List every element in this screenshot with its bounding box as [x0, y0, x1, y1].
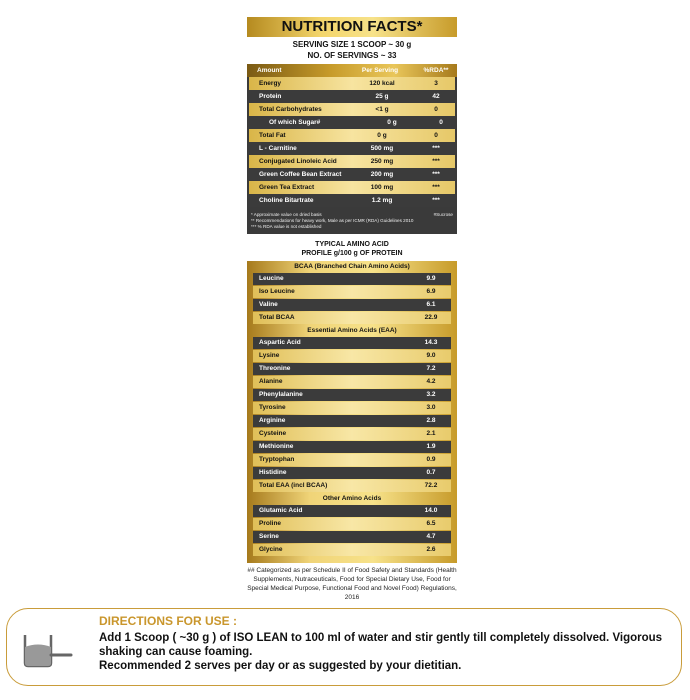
nutrition-table-header: [247, 64, 457, 77]
amino-row: [253, 415, 451, 427]
amino-name: Valine: [259, 301, 278, 308]
amino-name: Cysteine: [259, 430, 287, 437]
amino-value: 3.2: [426, 391, 436, 398]
amino-row: [253, 402, 451, 414]
amino-value: 0.9: [426, 456, 436, 463]
nutrient-rda: 42: [432, 93, 440, 100]
amino-value: 22.9: [424, 314, 438, 321]
amino-value: 1.9: [426, 443, 436, 450]
amino-value: 7.2: [426, 365, 436, 372]
amino-name: Serine: [259, 533, 279, 540]
nutrient-per-serving: 100 mg: [370, 184, 394, 191]
nutrient-name: Conjugated Linoleic Acid: [259, 158, 337, 165]
nutrient-name: Total Carbohydrates: [259, 106, 322, 113]
nutrient-rda: ***: [432, 197, 440, 204]
nutrient-name: Total Fat: [259, 132, 286, 139]
bcaa-section-title: BCAA (Branched Chain Amino Acids): [294, 263, 410, 270]
amino-name: Histidine: [259, 469, 287, 476]
amino-row: [253, 441, 451, 453]
amino-row: [253, 544, 451, 556]
amino-name: Tyrosine: [259, 404, 286, 411]
nutrition-row: [249, 194, 455, 207]
amino-value: 6.9: [426, 288, 436, 295]
eaa-section-title: Essential Amino Acids (EAA): [307, 327, 397, 334]
nutrition-row: [249, 142, 455, 155]
nutrient-rda: ***: [432, 171, 440, 178]
directions-line-2: Recommended 2 serves per day or as suggested by your dietitian.: [99, 660, 462, 672]
amino-name: Lysine: [259, 352, 280, 359]
amino-row: [253, 531, 451, 543]
nutrient-rda: 0: [434, 132, 438, 139]
amino-row: [253, 312, 451, 324]
nutrition-footnotes: [247, 209, 457, 233]
nutrient-per-serving: <1 g: [375, 106, 389, 113]
nutrition-row: [249, 181, 455, 194]
nutrient-per-serving: 250 mg: [370, 158, 394, 165]
nutrient-per-serving: 500 mg: [370, 145, 394, 152]
amino-name: Glycine: [259, 546, 283, 553]
header-per-serving: Per Serving: [361, 67, 399, 74]
directions-box: [6, 608, 682, 686]
regulation-note: ## Categorized as per Schedule II of Food Safety and Standards (Health Supplements, Nutraceuticals, Food for Special Dietary Use, Food for Special Medical Purpose, Functional Food and Novel Food) Regulations, 2016: [247, 567, 457, 601]
amino-name: Threonine: [259, 365, 291, 372]
amino-value: 6.1: [426, 301, 436, 308]
amino-name: Total BCAA: [259, 314, 295, 321]
amino-name: Aspartic Acid: [259, 339, 301, 346]
nutrient-rda: 0: [439, 119, 443, 126]
amino-name: Iso Leucine: [259, 288, 295, 295]
nutrition-table: [247, 64, 457, 234]
amino-row: [253, 337, 451, 349]
footnote-rda-na: *** % RDA value is not established: [251, 224, 322, 229]
scoop-icon: [21, 625, 73, 669]
amino-row: [253, 389, 451, 401]
nutrient-per-serving: 0 g: [377, 132, 387, 139]
nutrient-per-serving: 25 g: [375, 93, 389, 100]
nutrient-per-serving: 200 mg: [370, 171, 394, 178]
nutrient-rda: ***: [432, 158, 440, 165]
amino-value: 9.0: [426, 352, 436, 359]
nutrient-per-serving: 1.2 mg: [371, 197, 393, 204]
amino-row: [253, 350, 451, 362]
amino-row: [253, 480, 451, 492]
nutrition-row: [249, 77, 455, 90]
amino-table: [247, 261, 457, 563]
amino-row: [253, 363, 451, 375]
nutrient-rda: 3: [434, 80, 438, 87]
amino-row: [253, 286, 451, 298]
amino-value: 4.7: [426, 533, 436, 540]
amino-name: Methionine: [259, 443, 294, 450]
amino-name: Leucine: [259, 275, 284, 282]
amino-row: [253, 273, 451, 285]
amino-name: Phenylalanine: [259, 391, 303, 398]
amino-title-2: PROFILE g/100 g OF PROTEIN: [301, 250, 403, 257]
nutrition-row: [249, 90, 455, 103]
amino-value: 14.3: [424, 339, 438, 346]
nutrition-row: [249, 103, 455, 116]
amino-name: Arginine: [259, 417, 286, 424]
amino-name: Proline: [259, 520, 282, 527]
directions-line-1: Add 1 Scoop ( ~30 g ) of ISO LEAN to 100 ml of water and stir gently till completely dissolved. Vigorous shaking can cause foaming.: [99, 632, 663, 658]
nutrient-name: L - Carnitine: [259, 145, 297, 152]
footnote-dried-basis: * Approximate value on dried basis: [251, 212, 322, 217]
amino-value: 3.0: [426, 404, 436, 411]
amino-name: Tryptophan: [259, 456, 295, 463]
amino-value: 6.5: [426, 520, 436, 527]
nutrition-panel: [247, 17, 457, 602]
amino-value: 4.2: [426, 378, 436, 385]
nutrient-name: Energy: [259, 80, 282, 87]
footnote-icmr: ** Recommendations for heavy work, Male as per ICMR (RDA) Guidelines 2010: [251, 218, 414, 223]
amino-name: Glutamic Acid: [259, 507, 303, 514]
nutrition-row: [249, 116, 455, 129]
amino-value: 2.8: [426, 417, 436, 424]
amino-value: 14.0: [424, 507, 438, 514]
servings-count: NO. OF SERVINGS ~ 33: [307, 51, 397, 60]
amino-row: [253, 454, 451, 466]
nutrient-rda: ***: [432, 184, 440, 191]
nutrition-title: NUTRITION FACTS*: [247, 17, 457, 37]
amino-name: Alanine: [259, 378, 283, 385]
amino-value: 0.7: [426, 469, 436, 476]
directions-text: [99, 631, 669, 673]
amino-row: [253, 428, 451, 440]
nutrient-per-serving: 0 g: [387, 119, 397, 126]
nutrient-name: Green Coffee Bean Extract: [259, 171, 342, 178]
nutrient-name: Choline Bitartrate: [259, 197, 314, 204]
nutrient-name: Of which Sugar#: [269, 119, 321, 126]
nutrient-per-serving: 120 kcal: [369, 80, 395, 87]
serving-size: SERVING SIZE 1 SCOOP ~ 30 g: [292, 40, 412, 49]
amino-value: 9.9: [426, 275, 436, 282]
amino-row: [253, 505, 451, 517]
amino-row: [253, 467, 451, 479]
header-amount: Amount: [257, 67, 282, 74]
nutrition-row: [249, 129, 455, 142]
nutrition-row: [249, 155, 455, 168]
nutrient-rda: ***: [432, 145, 440, 152]
nutrient-rda: 0: [434, 106, 438, 113]
nutrient-name: Protein: [259, 93, 282, 100]
amino-row: [253, 518, 451, 530]
amino-value: 2.1: [426, 430, 436, 437]
footnote-sucrose: #Sucrose: [433, 212, 453, 217]
amino-title-1: TYPICAL AMINO ACID: [315, 241, 389, 248]
amino-name: Total EAA (incl BCAA): [259, 482, 328, 489]
nutrient-name: Green Tea Extract: [259, 184, 315, 191]
directions-title: DIRECTIONS FOR USE :: [99, 614, 238, 628]
nutrition-row: [249, 168, 455, 181]
other-section-title: Other Amino Acids: [322, 495, 382, 502]
amino-value: 72.2: [424, 482, 438, 489]
header-rda: %RDA**: [423, 67, 449, 74]
amino-row: [253, 376, 451, 388]
amino-value: 2.6: [426, 546, 436, 553]
amino-row: [253, 299, 451, 311]
